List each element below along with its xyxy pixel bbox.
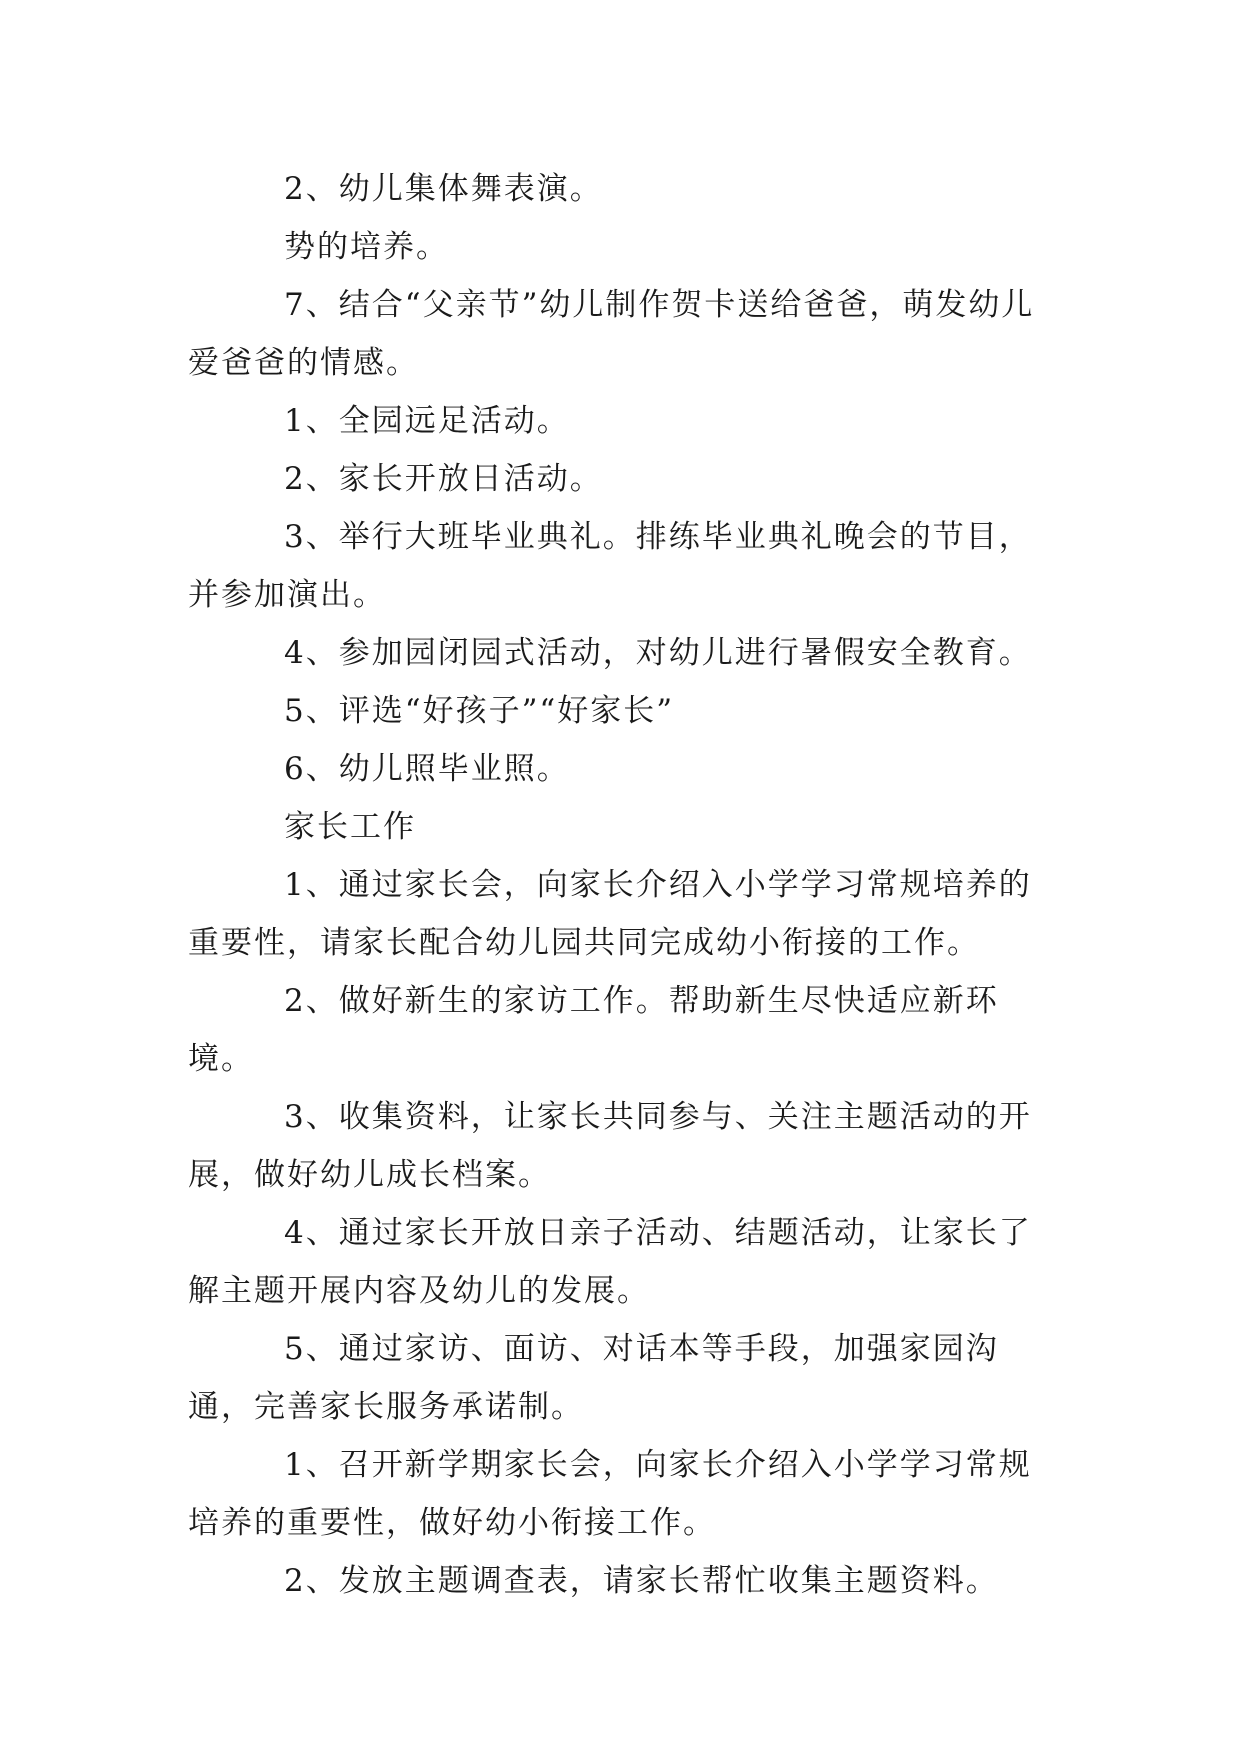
paragraph: 7、结合“父亲节”幼儿制作贺卡送给爸爸，萌发幼儿爱爸爸的情感。 xyxy=(188,287,1035,381)
paragraph: 2、家长开放日活动。 xyxy=(284,461,603,497)
paragraph: 3、举行大班毕业典礼。排练毕业典礼晚会的节目，并参加演出。 xyxy=(188,519,1032,613)
paragraph: 1、召开新学期家长会，向家长介绍入小学学习常规培养的重要性，做好幼小衔接工作。 xyxy=(188,1447,1032,1541)
paragraph: 2、幼儿集体舞表演。 xyxy=(284,171,603,207)
paragraph: 5、评选“好孩子”“好家长” xyxy=(284,693,675,729)
paragraph: 2、发放主题调查表，请家长帮忙收集主题资料。 xyxy=(284,1563,999,1599)
paragraph: 5、通过家访、面访、对话本等手段，加强家园沟通，完善家长服务承诺制。 xyxy=(188,1331,999,1425)
paragraph: 2、做好新生的家访工作。帮助新生尽快适应新环境。 xyxy=(188,983,999,1077)
section-heading: 家长工作 xyxy=(284,809,416,845)
paragraph: 3、收集资料，让家长共同参与、关注主题活动的开展，做好幼儿成长档案。 xyxy=(188,1099,1032,1193)
document-body xyxy=(188,160,1062,1610)
paragraph: 势的培养。 xyxy=(284,229,449,265)
paragraph: 4、通过家长开放日亲子活动、结题活动，让家长了解主题开展内容及幼儿的发展。 xyxy=(188,1215,1032,1309)
paragraph: 4、参加园闭园式活动，对幼儿进行暑假安全教育。 xyxy=(284,635,1032,671)
paragraph: 6、幼儿照毕业照。 xyxy=(284,751,570,787)
paragraph: 1、通过家长会，向家长介绍入小学学习常规培养的重要性，请家长配合幼儿园共同完成幼小衔接的工作。 xyxy=(188,867,1032,961)
paragraph: 1、全园远足活动。 xyxy=(284,403,570,439)
